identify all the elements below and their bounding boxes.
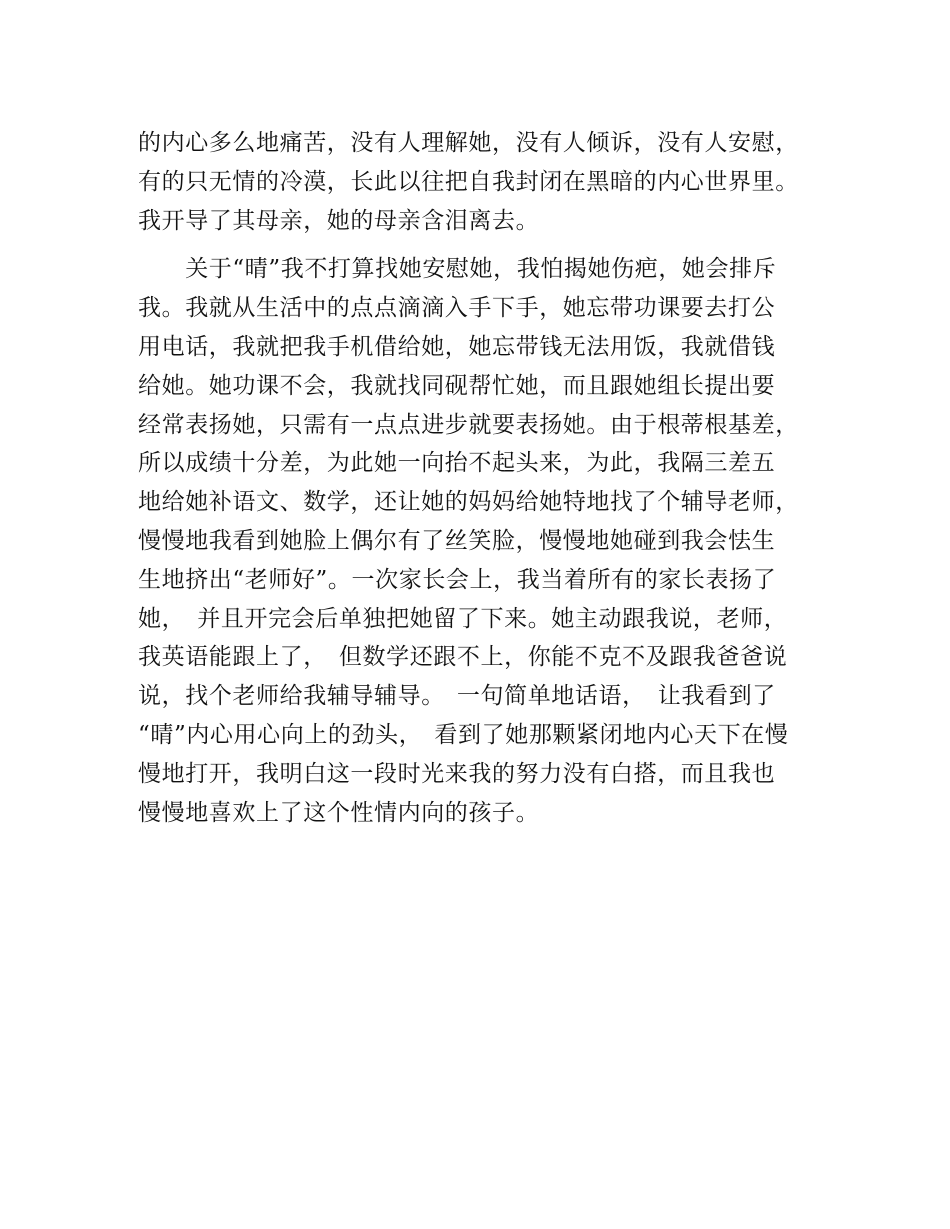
text-line: 慢慢地喜欢上了这个性情内向的孩子。 <box>138 799 540 826</box>
text-line: 慢慢地我看到她脸上偶尔有了丝笑脸，慢慢地她碰到我会怯生 <box>138 527 776 554</box>
text-line: 关于“晴”我不打算找她安慰她，我怕揭她伤疤，她会排斥 <box>138 256 777 283</box>
text-line: 说，找个老师给我辅导辅导。 一句简单地话语， 让我看到了 <box>138 683 776 710</box>
paragraph-gap <box>138 240 828 250</box>
body-text <box>138 124 828 832</box>
text-line: 所以成绩十分差，为此她一向抬不起头来，为此，我隔三差五 <box>138 450 776 477</box>
text-line: 给她。她功课不会，我就找同砚帮忙她，而且跟她组长提出要 <box>138 372 776 399</box>
text-line: 生地挤出“老师好”。一次家长会上，我当着所有的家长表扬了 <box>138 566 777 593</box>
text-line: 慢地打开，我明白这一段时光来我的努力没有白搭，而且我也 <box>138 760 776 787</box>
text-line: 有的只无情的冷漠，长此以往把自我封闭在黑暗的内心世界里。 <box>138 168 799 195</box>
text-line: 用电话，我就把我手机借给她，她忘带钱无法用饭，我就借钱 <box>138 333 776 360</box>
text-line: 地给她补语文、数学，还让她的妈妈给她特地找了个辅导老师， <box>138 489 799 516</box>
text-line: 我英语能跟上了， 但数学还跟不上，你能不克不及跟我爸爸说 <box>138 644 788 671</box>
text-line: 经常表扬她，只需有一点点进步就要表扬她。由于根蒂根基差， <box>138 411 799 438</box>
text-line: 的内心多么地痛苦，没有人理解她，没有人倾诉，没有人安慰， <box>138 130 799 156</box>
text-line: 她， 并且开完会后单独把她留了下来。她主动跟我说，老师， <box>138 605 788 632</box>
text-line: 我开导了其母亲，她的母亲含泪离去。 <box>138 207 540 234</box>
text-line: “晴”内心用心向上的劲头， 看到了她那颗紧闭地内心天下在慢 <box>138 721 789 748</box>
text-line: 我。我就从生活中的点点滴滴入手下手，她忘带功课要去打公 <box>138 295 776 322</box>
